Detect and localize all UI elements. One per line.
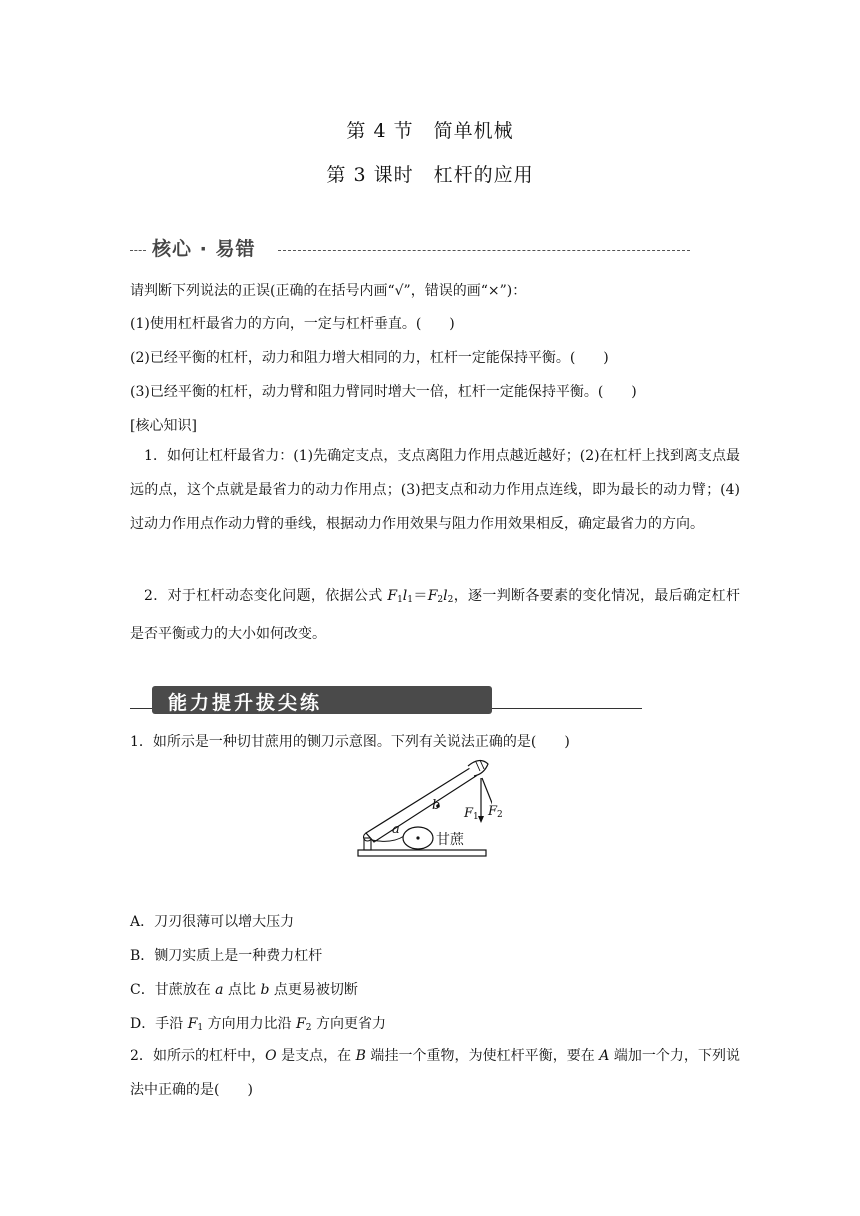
question-2: 2．如所示的杠杆中，O 是支点，在 B 端挂一个重物，为使杠杆平衡，要在 A 端加一个力，下列说法中正确的是( ) — [130, 1048, 740, 1098]
label-f2: $F_2$ — [488, 804, 503, 820]
knowledge-point-1-text: 1．如何让杠杆最省力：(1)先确定支点，支点离阻力作用点越近越好；(2)在杠杆上找到离支点最远的点，这个点就是最省力的动力作用点；(3)把支点和动力作用点连线，即为最长的动力臂；(4)过动力作用点作动力臂的垂线，根据动力作用效果与阻力作用效果相反，确定最省力的方向。 — [130, 448, 740, 532]
knowledge-point-2: 2．对于杠杆动态变化问题，依据公式 $F_1l_1=F_2l_2$，逐一判断各要素的变化情况，最后确定杠杆是否平衡或力的大小如何改变。 — [130, 588, 741, 642]
section-header-core — [130, 234, 700, 268]
label-f1: $F_1$ — [464, 806, 479, 822]
label-a: a — [392, 822, 400, 837]
label-b: b — [432, 798, 441, 813]
knowledge-point-1 — [130, 439, 740, 541]
knowledge-label: [核心知识] — [130, 418, 197, 434]
dashed-rule-left — [130, 250, 146, 251]
option-d: D．手沿 $F_1$ 方向用力比沿 $F_2$ 方向更省力 — [130, 1016, 386, 1033]
judgement-item-3: (3)已经平衡的杠杆，动力臂和阻力臂同时增大一倍，杠杆一定能保持平衡。( ) — [130, 384, 637, 400]
section-header-ability — [130, 686, 642, 716]
label-sugarcane: 甘蔗 — [436, 832, 464, 848]
section-label-ability: 能力提升拔尖练 — [168, 692, 323, 714]
option-b: B．铡刀实质上是一种费力杠杆 — [130, 948, 323, 964]
dashed-rule-right — [278, 250, 690, 251]
page-title: 第 4 节 简单机械 — [346, 120, 514, 142]
knowledge-point-2-suffix: ，逐一判断各要素的变化情况，最后确定杠杆是否平衡或力的大小如何改变。 — [130, 588, 741, 642]
judgement-item-1: (1)使用杠杆最省力的方向，一定与杠杆垂直。( ) — [130, 316, 455, 332]
lesson-subtitle: 第 3 课时 杠杆的应用 — [326, 164, 534, 186]
option-a: A．刀刃很薄可以增大压力 — [130, 914, 295, 930]
knowledge-point-2-prefix: 2．对于杠杆动态变化问题，依据公式 — [144, 588, 388, 604]
judgement-item-2: (2)已经平衡的杠杆，动力和阻力增大相同的力，杠杆一定能保持平衡。( ) — [130, 350, 609, 366]
question-1: 1．如所示是一种切甘蔗用的铡刀示意图。下列有关说法正确的是( ) — [130, 734, 570, 750]
option-c: C．甘蔗放在 a 点比 b 点更易被切断 — [130, 982, 358, 998]
base-board — [358, 850, 486, 856]
judgement-intro: 请判断下列说法的正误(正确的在括号内画“√”，错误的画“×”)： — [130, 283, 527, 299]
section-label-core: 核心 · 易错 — [152, 238, 256, 260]
